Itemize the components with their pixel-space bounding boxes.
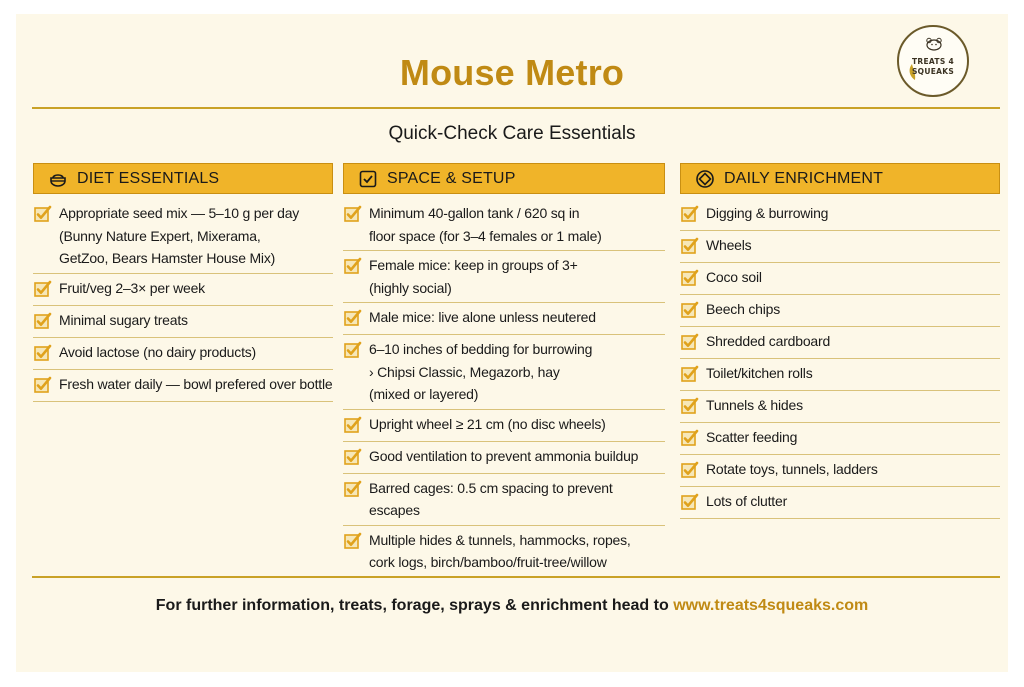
checklist-item	[680, 391, 1000, 423]
checklist-item	[680, 295, 1000, 327]
checklist-item-text: Minimal sugary treats	[59, 311, 188, 328]
checklist-item	[33, 370, 333, 402]
checklist-item	[33, 338, 333, 370]
checklist-item	[33, 306, 333, 338]
column-header	[33, 163, 333, 194]
logo-line-2: SQUEAKS	[911, 67, 955, 76]
checklist-item	[343, 194, 665, 251]
diamond-badge-icon	[695, 169, 715, 189]
checkbox-icon	[34, 205, 52, 223]
checklist-item	[343, 474, 665, 526]
checkbox-icon	[681, 461, 699, 479]
title-divider	[32, 107, 1000, 109]
checklist-item-text: Avoid lactose (no dairy products)	[59, 343, 257, 360]
checkbox-icon	[681, 397, 699, 415]
checklist-item	[343, 442, 665, 474]
checklist-item	[680, 231, 1000, 263]
checkbox-icon	[34, 376, 52, 394]
checklist-item	[680, 194, 1000, 231]
column-header-label: SPACE & SETUP	[387, 169, 516, 187]
checkbox-icon	[344, 480, 362, 498]
footer-text: For further information, treats, forage, sprays & enrichment head to	[155, 597, 674, 614]
checklist-item-text: Appropriate seed mix — 5–10 g per day (Bunny Nature Expert, Mixerama, GetZoo, Bears Hamster House Mix)	[59, 205, 300, 266]
column-diet	[33, 163, 333, 402]
checklist-item	[33, 194, 333, 274]
logo-line-1: TREATS 4	[912, 57, 954, 66]
item-list	[343, 194, 665, 578]
food-bowl-icon	[48, 169, 68, 189]
item-list	[33, 194, 333, 402]
checklist-item-text: Fresh water daily — bowl prefered over bottle	[59, 375, 333, 392]
column-header	[343, 163, 665, 194]
checkbox-icon	[681, 237, 699, 255]
checkbox-icon	[344, 205, 362, 223]
checkbox-icon	[344, 341, 362, 359]
checklist-item	[343, 526, 665, 578]
checklist-item	[680, 487, 1000, 519]
checklist-item-text: Upright wheel ≥ 21 cm (no disc wheels)	[369, 415, 606, 432]
checklist-item-text: 6–10 inches of bedding for burrowing › Chipsi Classic, Megazorb, hay (mixed or layered)	[369, 341, 593, 402]
checklist-item	[343, 410, 665, 442]
checklist-item-text: Rotate toys, tunnels, ladders	[706, 461, 878, 477]
website-link[interactable]: www.treats4squeaks.com	[673, 597, 869, 614]
checklist-item-text: Beech chips	[706, 301, 781, 317]
checkbox-icon	[681, 269, 699, 287]
checkbox-icon	[344, 416, 362, 434]
checkbox-icon	[681, 333, 699, 351]
checklist-item	[680, 359, 1000, 391]
checklist-item-text: Minimum 40-gallon tank / 620 sq in floor space (for 3–4 females or 1 male)	[369, 205, 602, 244]
checklist-item-text: Fruit/veg 2–3× per week	[59, 279, 205, 296]
checklist-item-text: Female mice: keep in groups of 3+ (highly social)	[369, 257, 578, 296]
checklist-item-text: Shredded cardboard	[706, 333, 831, 349]
mouse-icon	[924, 37, 944, 51]
checklist-item-text: Coco soil	[706, 269, 762, 285]
footer-divider	[32, 576, 1000, 578]
checklist-item-text: Scatter feeding	[706, 429, 798, 445]
checkbox-icon	[681, 493, 699, 511]
checkbox-icon	[358, 169, 378, 189]
checkbox-icon	[681, 429, 699, 447]
page-title: Mouse Metro	[399, 52, 625, 93]
checklist-item-text: Barred cages: 0.5 cm spacing to prevent escapes	[369, 479, 613, 518]
checkbox-icon	[344, 257, 362, 275]
column-space-setup	[343, 163, 665, 578]
checklist-item	[680, 455, 1000, 487]
column-daily-enrichment	[680, 163, 1000, 519]
checklist-item	[343, 251, 665, 303]
checklist-item-text: Toilet/kitchen rolls	[706, 365, 813, 381]
checkbox-icon	[344, 309, 362, 327]
checklist-item	[680, 423, 1000, 455]
checklist-item-text: Male mice: live alone unless neutered	[369, 309, 596, 325]
checkbox-icon	[344, 532, 362, 550]
checklist-item-text: Multiple hides & tunnels, hammocks, ropes, cork logs, birch/bamboo/fruit-tree/willow	[369, 531, 631, 570]
checklist-item	[343, 303, 665, 335]
checklist-item	[33, 274, 333, 306]
checkbox-icon	[344, 448, 362, 466]
checkbox-icon	[681, 301, 699, 319]
checklist-item-text: Good ventilation to prevent ammonia buildup	[369, 447, 639, 464]
checkbox-icon	[681, 365, 699, 383]
checklist-item-text: Lots of clutter	[706, 493, 788, 509]
checklist-item	[343, 335, 665, 410]
checklist-item-text: Tunnels & hides	[706, 397, 803, 413]
item-list	[680, 194, 1000, 519]
checkbox-icon	[34, 280, 52, 298]
checklist-item-text: Wheels	[706, 237, 752, 253]
checklist-item	[680, 263, 1000, 295]
footer	[0, 597, 1024, 615]
column-header	[680, 163, 1000, 194]
page-subtitle: Quick-Check Care Essentials	[388, 123, 636, 144]
checkbox-icon	[34, 312, 52, 330]
checkbox-icon	[34, 344, 52, 362]
column-header-label: DAILY ENRICHMENT	[724, 169, 884, 187]
checklist-item	[680, 327, 1000, 359]
checklist-item-text: Digging & burrowing	[706, 205, 829, 221]
checkbox-icon	[681, 205, 699, 223]
column-header-label: DIET ESSENTIALS	[77, 169, 220, 187]
